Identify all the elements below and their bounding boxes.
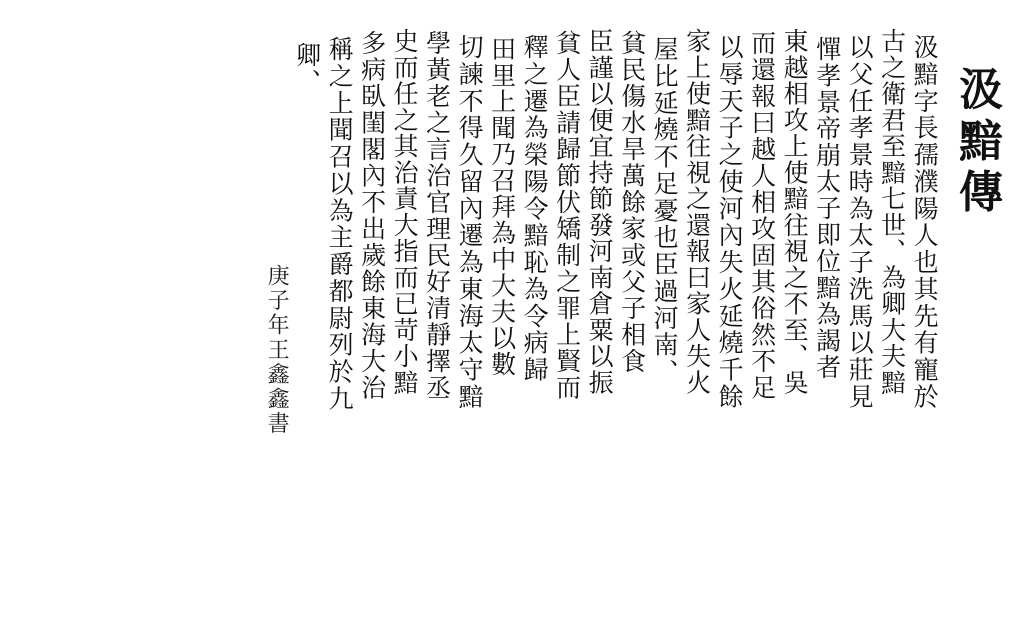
text-column: 史而任之其治責大指而已苛小黯 bbox=[390, 28, 420, 396]
text-column: 家上使黯往視之還報曰家人失火 bbox=[682, 28, 712, 396]
text-column: 東越相攻上使黯往視之不至、吳 bbox=[780, 28, 810, 396]
text-column: 切諫不得久留內遷為東海太守黯 bbox=[455, 34, 485, 411]
text-column: 以父任孝景時為太子洗馬以莊見 bbox=[845, 34, 875, 411]
text-column: 以辱天子之使河內失火延燒千餘 bbox=[715, 34, 745, 411]
text-column: 臣謹以便宜持節發河南倉粟以振 bbox=[585, 28, 615, 396]
text-column: 稱之上聞召以為主爵都尉列於九 bbox=[325, 36, 355, 413]
text-column: 憚孝景帝崩太子即位黯為謁者 bbox=[812, 36, 842, 381]
text-column: 古之衛君至黯七世、為卿大夫黯 bbox=[877, 28, 907, 396]
text-column-final: 卿、 bbox=[292, 42, 322, 95]
text-column: 汲黯字長孺濮陽人也其先有寵於 bbox=[910, 34, 940, 411]
text-column: 釋之遷為榮陽令黯恥為令病歸 bbox=[520, 34, 550, 384]
text-column: 貧人臣請歸節伏矯制之罪上賢而 bbox=[552, 30, 582, 401]
text-column: 學黃老之言治官理民好清靜擇丞 bbox=[422, 30, 452, 401]
text-column: 而還報曰越人相攻固其俗然不足 bbox=[747, 30, 777, 401]
document-title: 汲黯傳 bbox=[951, 66, 1002, 220]
text-column: 屋比延燒不足憂也臣過河南、 bbox=[650, 36, 680, 386]
text-column: 多病臥閨閣內不出歲餘東海大治 bbox=[357, 30, 387, 401]
text-column: 貧民傷水旱萬餘家或父子相食 bbox=[617, 30, 647, 375]
text-column: 田里上聞乃召拜為中大夫以數 bbox=[487, 36, 517, 378]
signature-colophon: 庚子年王鑫鑫書 bbox=[264, 264, 290, 437]
